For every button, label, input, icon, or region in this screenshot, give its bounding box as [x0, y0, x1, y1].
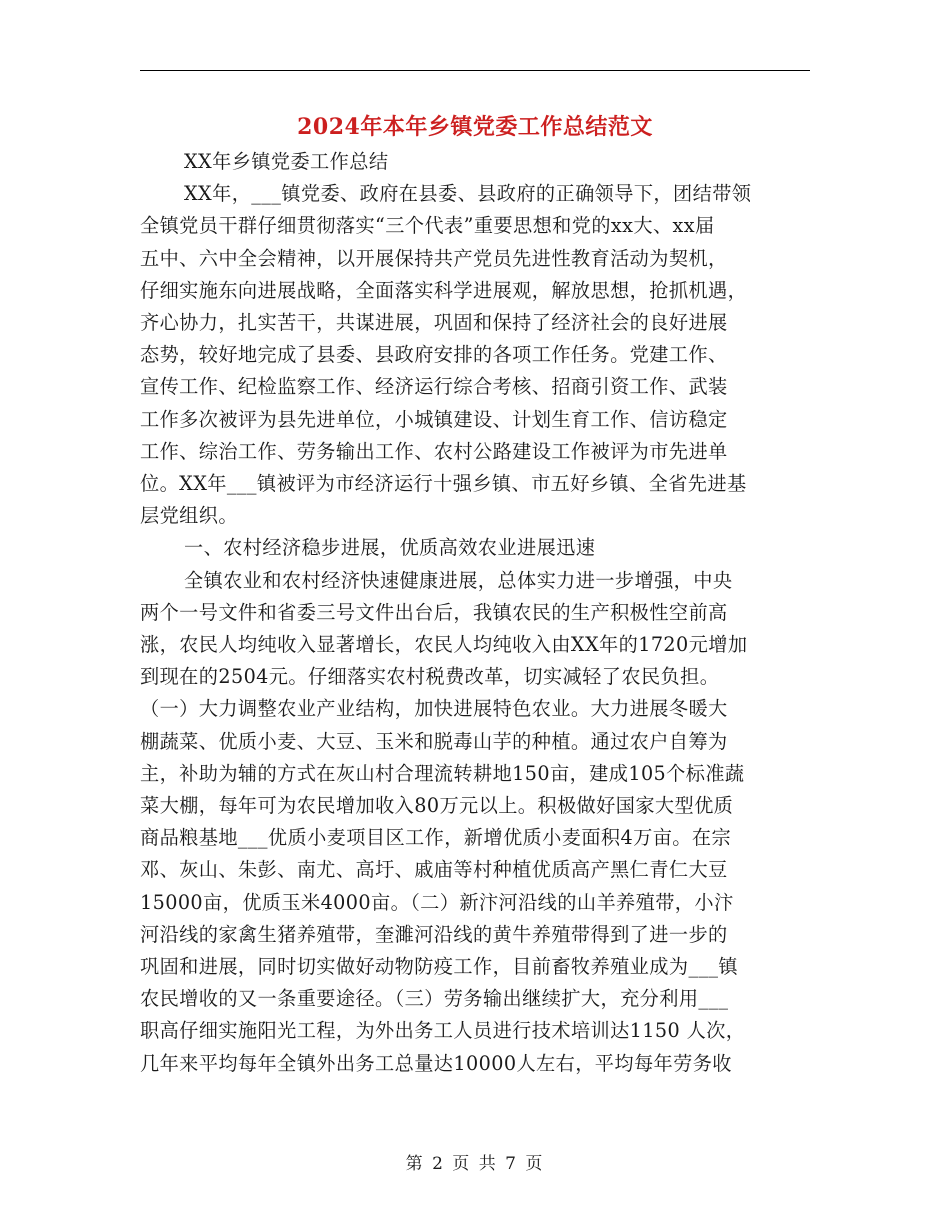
body-line: 仔细实施东向进展战略，全面落实科学进展观，解放思想，抢抓机遇， — [140, 278, 748, 302]
document-body — [140, 146, 812, 1080]
body-line: 主，补助为辅的方式在灰山村合理流转耕地150亩，建成105个标准蔬 — [140, 761, 745, 785]
body-line: （一）大力调整农业产业结构，加快进展特色农业。大力进展冬暖大 — [140, 697, 728, 721]
body-line: 五中、六中全会精神，以开展保持共产党员先进性教育活动为契机， — [140, 246, 728, 270]
body-line: 邓、灰山、朱彭、南尤、高圩、戚庙等村种植优质高产黑仁青仁大豆 — [140, 858, 728, 882]
body-line: 层党组织。 — [140, 504, 238, 528]
body-line: 商品粮基地___优质小麦项目区工作，新增优质小麦面积4万亩。在宗 — [140, 826, 732, 850]
header-rule — [140, 70, 810, 71]
body-line: 河沿线的家禽生猪养殖带，奎濉河沿线的黄牛养殖带得到了进一步的 — [140, 922, 728, 946]
body-line: 15000亩，优质玉米4000亩。（二）新汴河沿线的山羊养殖带，小汴 — [140, 890, 734, 914]
body-line: 职高仔细实施阳光工程，为外出务工人员进行技术培训达1150 人次， — [140, 1019, 746, 1043]
body-line: 全镇农业和农村经济快速健康进展，总体实力进一步增强，中央 — [184, 568, 733, 592]
body-line: 全镇党员干群仔细贯彻落实“三个代表”重要思想和党的xx大、xx届 — [140, 214, 715, 238]
body-line: 工作、综治工作、劳务输出工作、农村公路建设工作被评为市先进单 — [140, 439, 728, 463]
document-title: 2024年本年乡镇党委工作总结范文 — [297, 114, 653, 140]
body-line: 态势，较好地完成了县委、县政府安排的各项工作任务。党建工作、 — [140, 343, 728, 367]
body-line: 工作多次被评为县先进单位，小城镇建设、计划生育工作、信访稳定 — [140, 407, 728, 431]
body-line: 到现在的2504元。仔细落实农村税费改革，切实减轻了农民负担。 — [140, 665, 720, 689]
body-line: 巩固和进展，同时切实做好动物防疫工作，目前畜牧养殖业成为___镇 — [140, 955, 739, 979]
body-line: 涨，农民人均纯收入显著增长，农民人均纯收入由XX年的1720元增加 — [140, 633, 748, 657]
body-line: 菜大棚，每年可为农民增加收入80万元以上。积极做好国家大型优质 — [140, 794, 734, 818]
body-line: 两个一号文件和省委三号文件出台后，我镇农民的生产积极性空前高 — [140, 600, 728, 624]
body-line: XX年，___镇党委、政府在县委、县政府的正确领导下，团结带领 — [184, 182, 752, 206]
body-line: 宣传工作、纪检监察工作、经济运行综合考核、招商引资工作、武装 — [140, 375, 728, 399]
body-line: 一、农村经济稳步进展，优质高效农业进展迅速 — [184, 536, 596, 560]
body-line: XX年乡镇党委工作总结 — [184, 150, 389, 173]
body-line: 齐心协力，扎实苦干，共谋进展，巩固和保持了经济社会的良好进展 — [140, 311, 728, 335]
body-line: 棚蔬菜、优质小麦、大豆、玉米和脱毒山芋的种植。通过农户自筹为 — [140, 729, 728, 753]
body-line: 几年来平均每年全镇外出务工总量达10000人左右，平均每年劳务收 — [140, 1051, 732, 1075]
body-line: 农民增收的又一条重要途径。（三）劳务输出继续扩大，充分利用___ — [140, 987, 729, 1011]
body-line: 位。XX年___镇被评为市经济运行十强乡镇、市五好乡镇、全省先进基 — [140, 472, 747, 496]
page-number: 第 2 页 共 7 页 — [405, 1154, 545, 1174]
